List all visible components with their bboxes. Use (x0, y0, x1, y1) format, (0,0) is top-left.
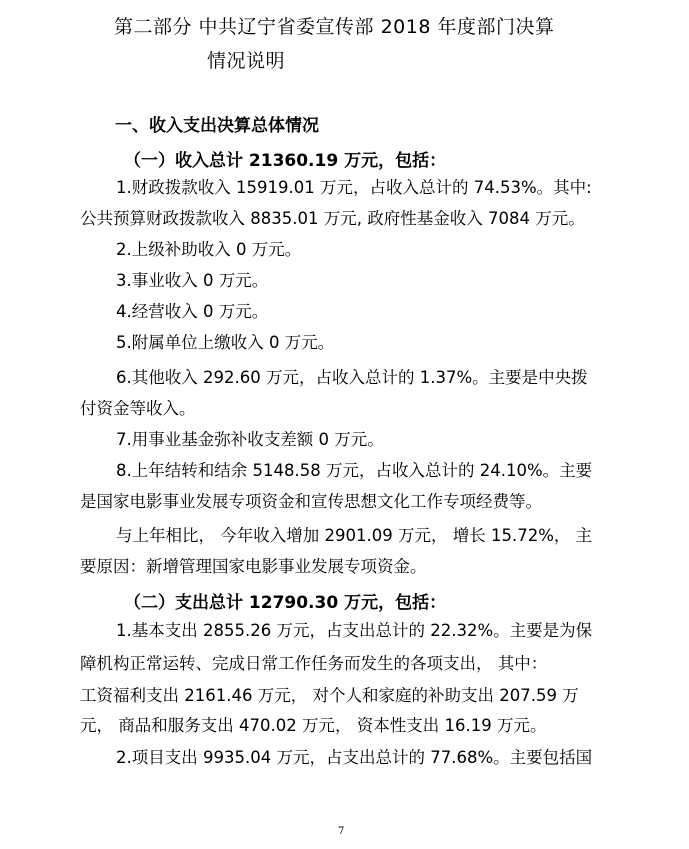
income-line-5: 4.经营收入 0 万元。 (116, 302, 269, 321)
expense-line-5: 2.项目支出 9935.04 万元，占支出总计的 77.68%。主要包括国 (116, 748, 593, 767)
expense-heading: （二）支出总计 12790.30 万元，包括： (124, 593, 447, 613)
income-line-4: 3.事业收入 0 万元。 (116, 271, 269, 290)
income-line-12: 与上年相比， 今年收入增加 2901.09 万元， 增长 15.72%， 主 (116, 526, 593, 545)
income-line-6: 5.附属单位上缴收入 0 万元。 (116, 333, 335, 352)
income-line-1: 1.财政拨款收入 15919.01 万元，占收入总计的 74.53%。其中: (116, 178, 592, 197)
income-line-11: 是国家电影事业发展专项资金和宣传思想文化工作专项经费等。 (80, 492, 542, 511)
expense-line-4: 元， 商品和服务支出 470.02 万元， 资本性支出 16.19 万元。 (80, 716, 547, 735)
income-line-10: 8.上年结转和结余 5148.58 万元，占收入总计的 24.10%。主要 (116, 461, 593, 480)
income-line-2: 公共预算财政拨款收入 8835.01 万元, 政府性基金收入 7084 万元。 (80, 209, 585, 228)
income-heading: （一）收入总计 21360.19 万元，包括： (124, 151, 447, 171)
income-line-3: 2.上级补助收入 0 万元。 (116, 240, 302, 259)
document-title-line-1: 第二部分 中共辽宁省委宣传部 2018 年度部门决算 (114, 16, 555, 38)
expense-line-1: 1.基本支出 2855.26 万元，占支出总计的 22.32%。主要是为保 (116, 621, 593, 640)
expense-line-2: 障机构正常运转、完成日常工作任务而发生的各项支出， 其中： (80, 654, 548, 673)
document-title-line-2: 情况说明 (207, 50, 286, 72)
expense-line-3: 工资福利支出 2161.46 万元， 对个人和家庭的补助支出 207.59 万 (80, 686, 579, 705)
income-line-8: 付资金等收入。 (80, 399, 196, 418)
income-line-7: 6.其他收入 292.60 万元，占收入总计的 1.37%。主要是中央拨 (116, 368, 588, 387)
page-number: 7 (338, 826, 345, 837)
income-line-13: 要原因：新增管理国家电影事业发展专项资金。 (80, 557, 427, 576)
section-heading-income-expense: 一、收入支出决算总体情况 (115, 116, 319, 136)
income-line-9: 7.用事业基金弥补收支差额 0 万元。 (116, 430, 384, 449)
